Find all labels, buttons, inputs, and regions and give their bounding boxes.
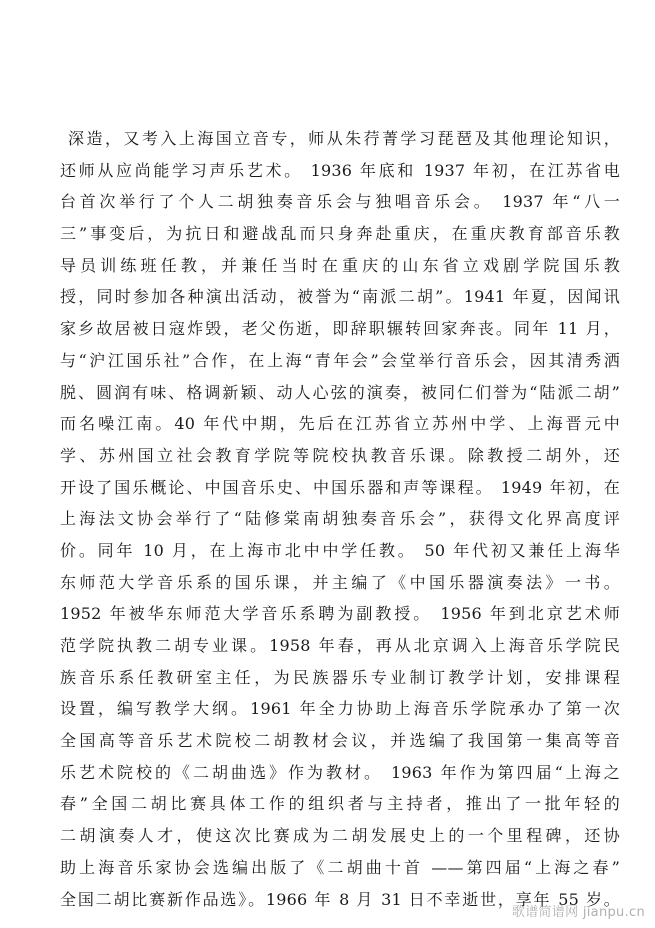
body-text [60,123,620,915]
text-line: 设置，编写教学大纲。1961 年全力协助上海音乐学院承办了第一次 [60,699,620,719]
text-line: 范学院执教二胡专业课。1958 年春，再从北京调入上海音乐学院民 [60,636,620,655]
text-line: 家乡故居被日寇炸毁，老父伤逝，即辞职辗转回家奔丧。同年 11 月， [60,319,620,339]
text-line: 与“沪江国乐社”合作，在上海“青年会”会堂举行音乐会，因其清秀洒 [60,350,620,370]
text-line: 开设了国乐概论、中国音乐史、中国乐器和声等课程。 1949 年初，在 [60,477,620,497]
text-line: 学、苏州国立社会教育学院等院校执教音乐课。除教授二胡外，还 [60,445,620,465]
text-line: 脱、圆润有味、格调新颖、动人心弦的演奏，被同仁们誉为“陆派二胡” [60,382,620,402]
text-line: 价。同年 10 月，在上海市北中中学任教。 50 年代初又兼任上海华 [60,540,620,560]
text-line: 授，同时参加各种演出活动，被誉为“南派二胡”。1941 年夏，因闻讯 [60,287,620,307]
text-line: 全国高等音乐艺术院校二胡教材会议，并选编了我国第一集高等音 [60,731,620,751]
text-line: 导员训练班任教，并兼任当时在重庆的山东省立戏剧学院国乐教 [60,255,620,275]
text-line: 二胡演奏人才，使这次比赛成为二胡发展史上的一个里程碑，还协 [60,826,620,846]
text-line: 上海法文协会举行了“陆修棠南胡独奏音乐会”，获得文化界高度评 [60,509,620,529]
text-line: 全国二胡比赛新作品选》。1966 年 8 月 31 日不幸逝世，享年 55 岁。 [60,889,620,909]
text-line: 助上海音乐家协会选编出版了《二胡曲十首 ——第四届“上海之春” [60,857,620,877]
text-line: 春”全国二胡比赛具体工作的组织者与主持者，推出了一批年轻的 [60,794,620,814]
text-line: 乐艺术院校的《二胡曲选》作为教材。 1963 年作为第四届“上海之 [60,762,620,782]
text-line: 族音乐系任教研室主任，为民族器乐专业制订教学计划，安排课程 [60,667,620,687]
text-line: 三”事变后，为抗日和避战乱而只身奔赴重庆，在重庆教育部音乐教 [60,224,620,244]
text-line: 深造，又考入上海国立音专，师从朱荇菁学习琵琶及其他理论知识， [68,129,620,148]
text-line: 还师从应尚能学习声乐艺术。 1936 年底和 1937 年初，在江苏省电 [60,160,620,180]
text-line: 东师范大学音乐系的国乐课，并主编了《中国乐器演奏法》一书。 [60,572,620,592]
text-line: 1952 年被华东师范大学音乐系聘为副教授。 1956 年到北京艺术师 [60,604,620,624]
text-line: 台首次举行了个人二胡独奏音乐会与独唱音乐会。 1937 年“八一 [60,192,620,212]
site-watermark: 歌谱简谱网 jianpu.cn [511,905,645,920]
text-line: 而名噪江南。40 年代中期，先后在江苏省立苏州中学、上海晋元中 [60,414,620,434]
